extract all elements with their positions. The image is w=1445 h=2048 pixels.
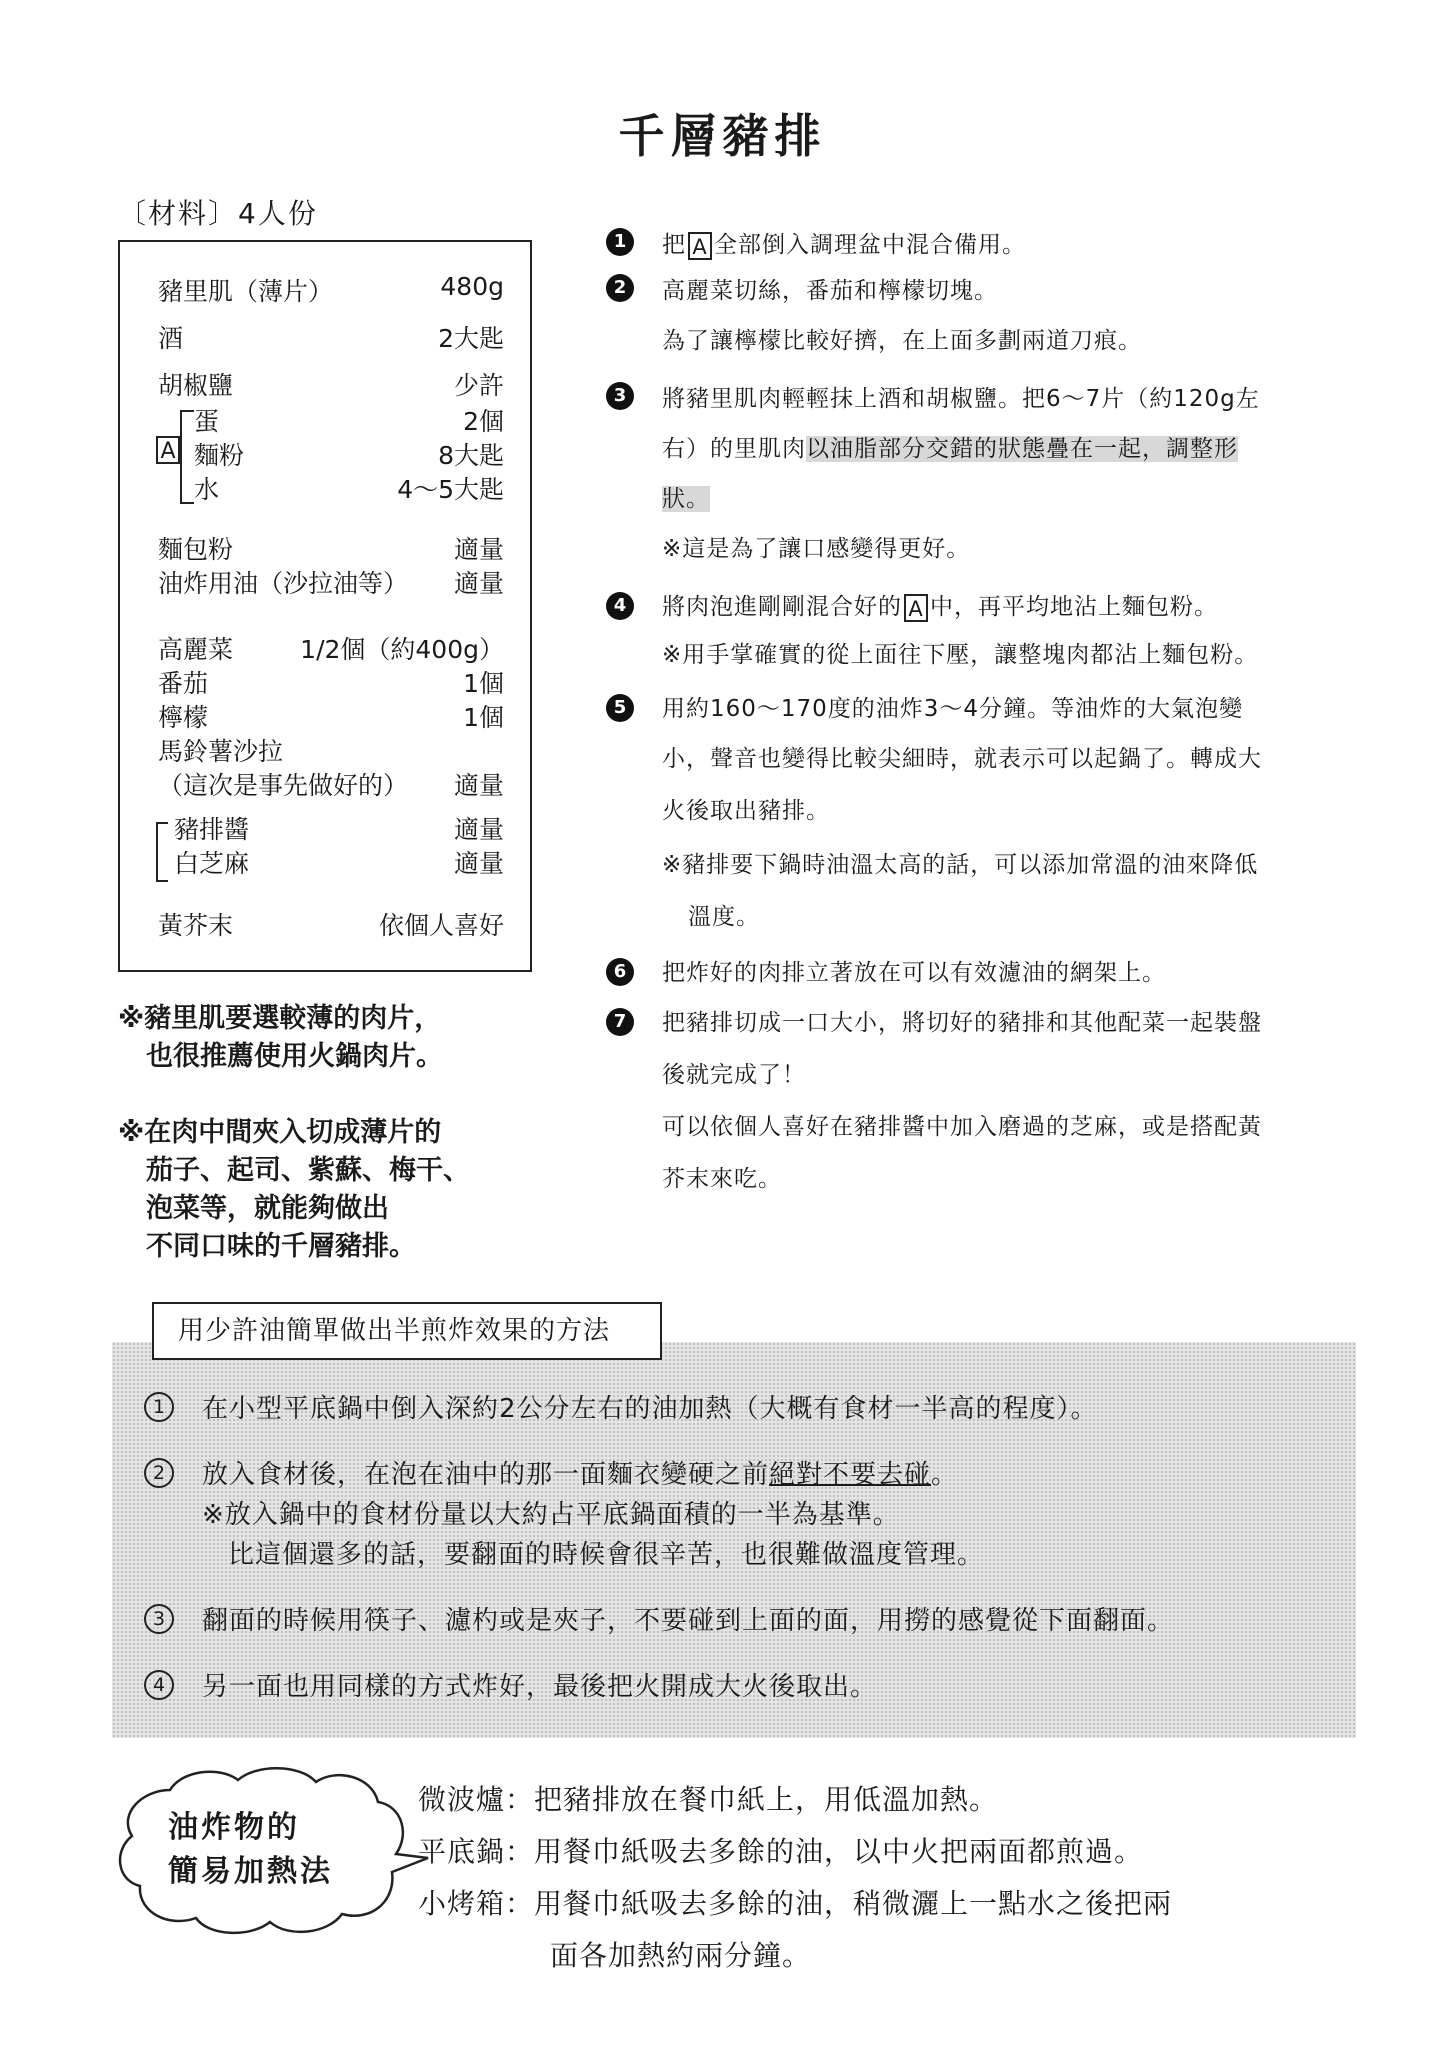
step-3-line-1: 將豬里肌肉輕輕抹上酒和胡椒鹽。把6～7片（約120g左 bbox=[662, 386, 1260, 412]
tip-number: 4 bbox=[144, 1670, 174, 1700]
ingredient-name: 麵粉 bbox=[194, 441, 245, 470]
ingredient-name: 酒 bbox=[158, 324, 184, 353]
ingredient-name: 豬里肌（薄片） bbox=[158, 277, 334, 306]
step-5-line-1: 用約160～170度的油炸3～4分鐘。等油炸的大氣泡變 bbox=[662, 696, 1244, 722]
note-variations: ※在肉中間夾入切成薄片的 茄子、起司、紫蘇、梅干、 泡菜等，就能夠做出 不同口味的千層豬排。 bbox=[118, 1117, 470, 1262]
step-7-line-4: 芥末來吃。 bbox=[662, 1166, 782, 1192]
group-a-bracket bbox=[180, 410, 194, 504]
ingredient-name: 馬鈴薯沙拉 bbox=[158, 737, 284, 766]
ingredient-amount: 2大匙 bbox=[438, 324, 504, 353]
materials-box bbox=[118, 240, 532, 972]
step-7-line-3: 可以依個人喜好在豬排醬中加入磨過的芝麻，或是搭配黃 bbox=[662, 1114, 1262, 1140]
step-3-note: ※這是為了讓口感變得更好。 bbox=[662, 536, 971, 562]
step-5-note-1: ※豬排要下鍋時油溫太高的話，可以添加常溫的油來降低 bbox=[662, 852, 1259, 878]
reheat-toaster-cont: 面各加熱約兩分鐘。 bbox=[550, 1939, 812, 1972]
ingredient-amount: 1/2個（約400g） bbox=[300, 635, 504, 664]
ingredient-name: 黃芥末 bbox=[158, 911, 234, 940]
step-number-badge: 2 bbox=[606, 274, 634, 302]
step-7-line-2: 後就完成了！ bbox=[662, 1062, 806, 1088]
step-number-badge: 5 bbox=[606, 694, 634, 722]
ingredient-name: 檸檬 bbox=[158, 703, 209, 732]
tip-number: 1 bbox=[144, 1392, 174, 1422]
step-number-badge: 7 bbox=[606, 1008, 634, 1036]
tip-number: 3 bbox=[144, 1604, 174, 1634]
ingredient-amount: 依個人喜好 bbox=[378, 911, 504, 940]
ingredient-name: 白芝麻 bbox=[174, 849, 250, 878]
tip-2-text: 放入食材後，在泡在油中的那一面麵衣變硬之前絕對不要去碰。 bbox=[202, 1460, 959, 1490]
highlight: 狀。 bbox=[662, 486, 710, 512]
a-badge-icon: A bbox=[904, 594, 928, 622]
ingredient-amount: 適量 bbox=[453, 849, 504, 878]
step-number-badge: 6 bbox=[606, 958, 634, 986]
step-5-line-2: 小，聲音也變得比較尖細時，就表示可以起鍋了。轉成大 bbox=[662, 746, 1262, 772]
tip-2-note-2: 比這個還多的話，要翻面的時候會很辛苦，也很難做溫度管理。 bbox=[228, 1540, 985, 1570]
step-2-line-1: 高麗菜切絲，番茄和檸檬切塊。 bbox=[662, 278, 998, 304]
tip-4-text: 另一面也用同樣的方式炸好，最後把火開成大火後取出。 bbox=[202, 1672, 878, 1702]
step-6-text: 把炸好的肉排立著放在可以有效濾油的網架上。 bbox=[662, 960, 1166, 986]
ingredient-amount: 1個 bbox=[463, 669, 504, 698]
tip-title: 用少許油簡單做出半煎炸效果的方法 bbox=[152, 1302, 662, 1360]
step-5-note-2: 溫度。 bbox=[688, 904, 760, 930]
reheat-label: 簡易加熱法 bbox=[168, 1854, 333, 1889]
step-3-line-2: 右）的里肌肉以油脂部分交錯的狀態疊在一起，調整形 bbox=[662, 436, 1238, 462]
ingredient-amount: 適量 bbox=[453, 815, 504, 844]
ingredient-amount: 2個 bbox=[463, 407, 504, 436]
tip-number: 2 bbox=[144, 1458, 174, 1488]
step-number-badge: 1 bbox=[606, 228, 634, 256]
materials-heading: 〔材料〕4人份 bbox=[118, 197, 318, 230]
reheat-label: 油炸物的 bbox=[168, 1810, 300, 1845]
ingredient-name: 胡椒鹽 bbox=[158, 371, 234, 400]
ingredient-amount: 1個 bbox=[463, 703, 504, 732]
sauce-bracket bbox=[156, 822, 168, 882]
ingredient-name: 番茄 bbox=[158, 669, 209, 698]
ingredient-name: 麵包粉 bbox=[158, 535, 234, 564]
underline-emphasis: 絕對不要去碰 bbox=[769, 1460, 932, 1490]
reheat-pan: 平底鍋：用餐巾紙吸去多餘的油，以中火把兩面都煎過。 bbox=[418, 1835, 1144, 1868]
page-title: 千層豬排 bbox=[618, 109, 827, 163]
step-4-text: 將肉泡進剛剛混合好的 A 中，再平均地沾上麵包粉。 bbox=[662, 594, 1218, 621]
step-3-line-3 bbox=[662, 480, 710, 513]
group-a-badge: A bbox=[156, 436, 180, 464]
ingredient-amount: 少許 bbox=[453, 371, 504, 400]
step-number-badge: 4 bbox=[606, 592, 634, 620]
tip-1-text: 在小型平底鍋中倒入深約2公分左右的油加熱（大概有食材一半高的程度）。 bbox=[202, 1394, 1098, 1424]
step-5-line-3: 火後取出豬排。 bbox=[662, 798, 830, 824]
ingredient-name: 高麗菜 bbox=[158, 635, 234, 664]
ingredient-name: 蛋 bbox=[194, 407, 220, 436]
step-7-line-1: 把豬排切成一口大小，將切好的豬排和其他配菜一起裝盤 bbox=[662, 1010, 1262, 1036]
ingredient-amount: 適量 bbox=[453, 535, 504, 564]
ingredient-amount: 4～5大匙 bbox=[397, 475, 504, 504]
ingredient-amount: 適量 bbox=[453, 771, 504, 800]
ingredient-name: 水 bbox=[194, 475, 220, 504]
ingredient-amount: 適量 bbox=[453, 569, 504, 598]
tip-3-text: 翻面的時候用筷子、濾杓或是夾子，不要碰到上面的面，用撈的感覺從下面翻面。 bbox=[202, 1606, 1175, 1636]
tip-2-note-1: ※放入鍋中的食材份量以大約占平底鍋面積的一半為基準。 bbox=[202, 1500, 900, 1530]
a-badge-icon: A bbox=[688, 232, 712, 260]
ingredient-name: （這次是事先做好的） bbox=[158, 771, 409, 800]
highlight: 以油脂部分交錯的狀態疊在一起，調整形 bbox=[806, 436, 1238, 462]
ingredient-name: 油炸用油（沙拉油等） bbox=[158, 569, 409, 598]
step-2-line-2: 為了讓檸檬比較好擠，在上面多劃兩道刀痕。 bbox=[662, 328, 1142, 354]
ingredient-amount: 480g bbox=[440, 272, 504, 301]
note-thin-slices: ※豬里肌要選較薄的肉片， 也很推薦使用火鍋肉片。 bbox=[118, 1003, 443, 1072]
reheat-toaster: 小烤箱：用餐巾紙吸去多餘的油，稍微灑上一點水之後把兩 bbox=[418, 1887, 1173, 1920]
ingredient-name: 豬排醬 bbox=[174, 815, 250, 844]
step-number-badge: 3 bbox=[606, 382, 634, 410]
reheat-microwave: 微波爐：把豬排放在餐巾紙上，用低溫加熱。 bbox=[418, 1783, 999, 1816]
step-4-note: ※用手掌確實的從上面往下壓，讓整塊肉都沾上麵包粉。 bbox=[662, 642, 1259, 668]
ingredient-amount: 8大匙 bbox=[438, 441, 504, 470]
step-1-text: 把 A 全部倒入調理盆中混合備用。 bbox=[662, 232, 1026, 259]
